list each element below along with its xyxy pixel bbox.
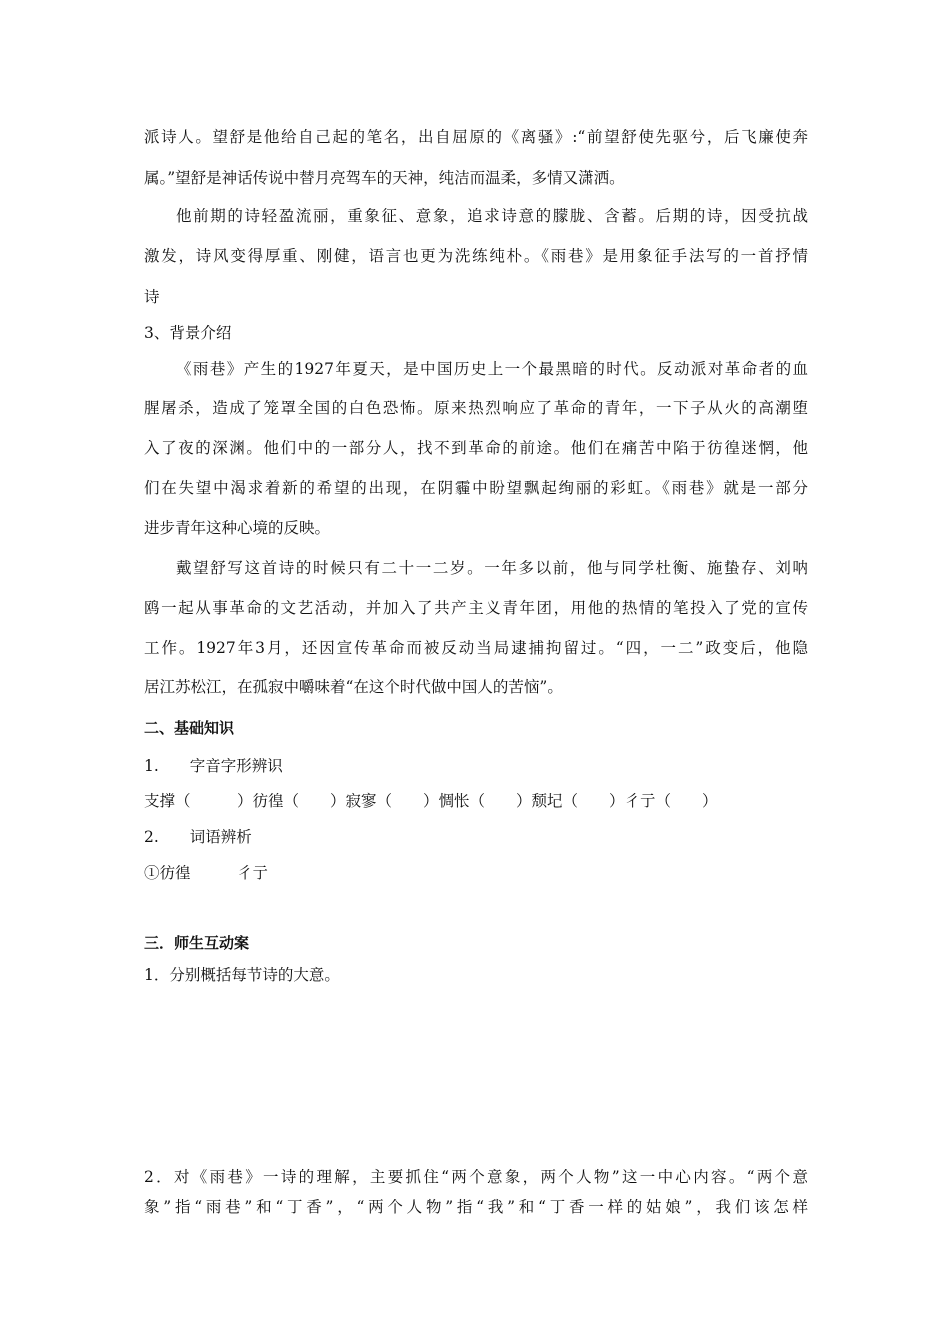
intro-line-1: 派诗人。望舒是他给自己起的笔名，出自屈原的《离骚》:“前望舒使先驱兮，后飞廉使奔 xyxy=(144,128,808,146)
interaction-question-1: 1．分别概括每节诗的大意。 xyxy=(144,966,340,984)
background-p1-line-3: 入了夜的深渊。他们中的一部分人，找不到革命的前途。他们在痛苦中陷于彷徨迷惘，他 xyxy=(144,439,808,457)
intro-line-2: 属。”望舒是神话传说中替月亮驾车的天神，纯洁而温柔，多情又潇洒。 xyxy=(144,169,625,187)
background-p1-line-5: 进步青年这种心境的反映。 xyxy=(144,519,331,537)
style-paragraph-line-2: 激发，诗风变得厚重、刚健，语言也更为洗练纯朴。《雨巷》是用象征手法写的一首抒情 xyxy=(144,247,808,265)
style-paragraph-line-3: 诗 xyxy=(144,288,160,306)
background-p2-line-3: 工作。1927年3月，还因宣传革命而被反动当局逮捕拘留过。“四，一二”政变后，他隐 xyxy=(144,639,808,657)
background-p2-line-1: 戴望舒写这首诗的时候只有二十一二岁。一年多以前，他与同学杜衡、施蛰存、刘呐 xyxy=(176,559,808,577)
interaction-question-2-line-2: 象”指“雨巷”和“丁香”，“两个人物”指“我”和“丁香一样的姑娘”，我们该怎样 xyxy=(144,1198,808,1216)
basics-item-2-words: ①彷徨 彳亍 xyxy=(144,864,269,882)
background-p2-line-4: 居江苏松江，在孤寂中嚼味着“在这个时代做中国人的苦恼”。 xyxy=(144,678,563,696)
background-p2-line-2: 鸥一起从事革命的文艺活动，并加入了共产主义青年团，用他的热情的笔投入了党的宣传 xyxy=(144,599,808,617)
basics-heading: 二、基础知识 xyxy=(144,719,235,737)
interaction-heading: 三．师生互动案 xyxy=(144,934,250,952)
basics-item-1-words: 支撑（ ）彷徨（ ）寂寥（ ）惆怅（ ）颓圮（ ）彳亍（ ） xyxy=(144,792,718,810)
background-p1-line-4: 们在失望中渴求着新的希望的出现，在阴霾中盼望飘起绚丽的彩虹。《雨巷》就是一部分 xyxy=(144,479,808,497)
background-p1-line-2: 腥屠杀，造成了笼罩全国的白色恐怖。原来热烈响应了革命的青年，一下子从火的高潮堕 xyxy=(144,399,808,417)
basics-item-1: 1. 字音字形辨识 xyxy=(144,757,283,775)
style-paragraph-line-1: 他前期的诗轻盈流丽，重象征、意象，追求诗意的朦胧、含蓄。后期的诗，因受抗战 xyxy=(176,207,808,225)
interaction-question-2-line-1: 2．对《雨巷》一诗的理解，主要抓住“两个意象，两个人物”这一中心内容。“两个意 xyxy=(144,1168,808,1186)
background-heading: 3、背景介绍 xyxy=(144,324,232,342)
background-p1-line-1: 《雨巷》产生的1927年夏天，是中国历史上一个最黑暗的时代。反动派对革命者的血 xyxy=(176,360,808,378)
basics-item-2: 2. 词语辨析 xyxy=(144,828,252,846)
